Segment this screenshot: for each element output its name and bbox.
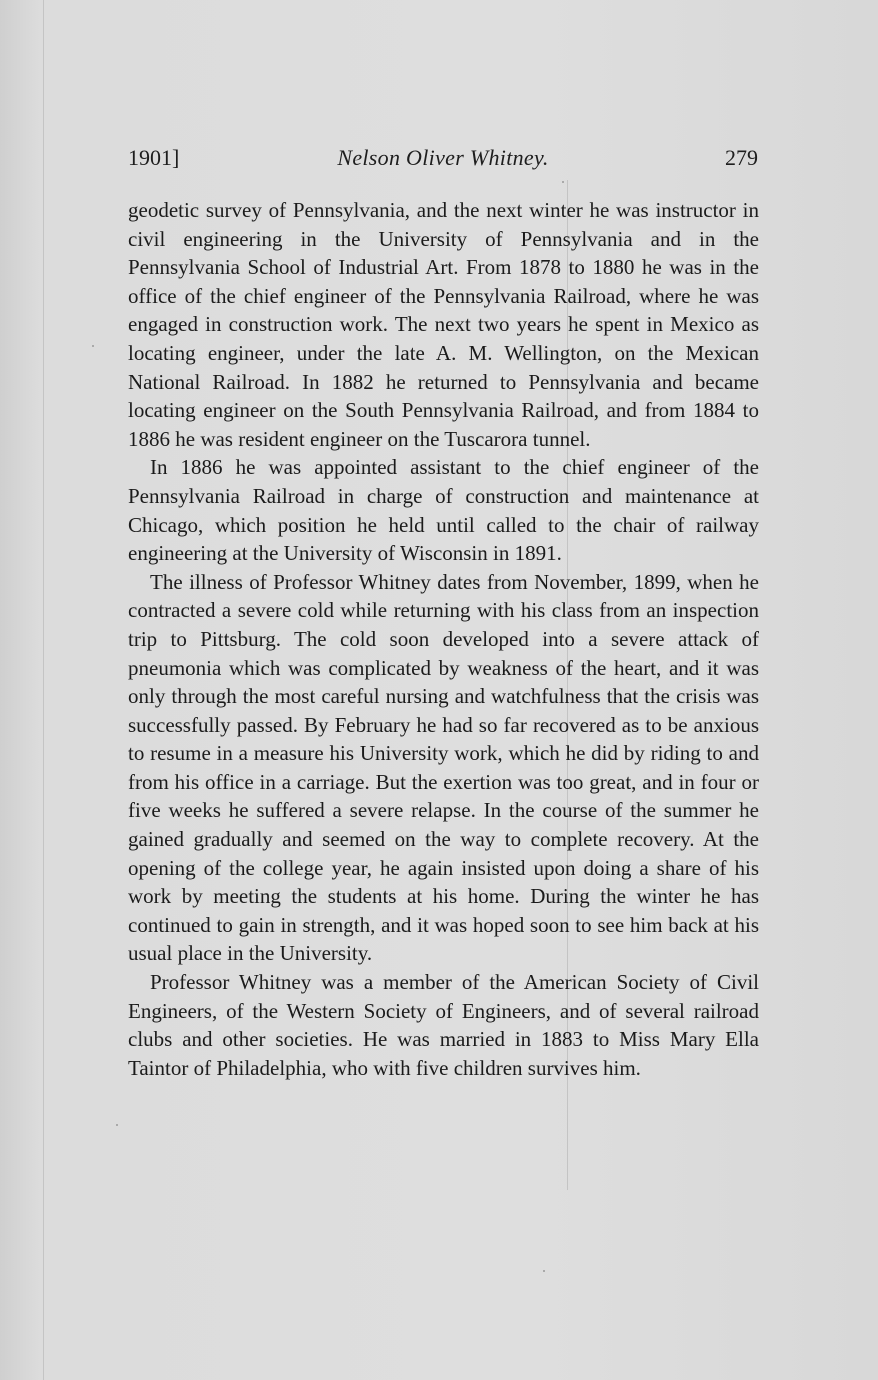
- running-header: [128, 145, 758, 179]
- paper-speck: [92, 345, 94, 347]
- paper-speck: [543, 1270, 545, 1272]
- paper-speck: [116, 1124, 118, 1126]
- binding-gutter: [43, 0, 44, 1380]
- paragraph: In 1886 he was appointed assistant to the chief engineer of the Pennsylvania Railroad in charge of construction and maintenance at Chicago, which position he held until called to the chair of railway engineering at the University of Wisconsin in 1891.: [128, 455, 759, 566]
- paragraph: The illness of Professor Whitney dates from November, 1899, when he contracted a severe cold while returning with his class from an inspection trip to Pittsburg. The cold soon developed into a severe attack of pneumonia which was complicated by weakness of the heart, and it was only through the most careful nursing and watchfulness that the crisis was successfully passed. By February he had so far recovered as to be anxious to resume in a measure his University work, which he did by riding to and from his office in a carriage. But the exertion was too great, and in four or five weeks he suffered a severe relapse. In the course of the summer he gained gradually and seemed on the way to complete recovery. At the opening of the college year, he again insisted upon doing a share of his work by meeting the students at his home. During the winter he has continued to gain in strength, and it was hoped soon to see him back at his usual place in the University.: [128, 569, 759, 966]
- page-number: 279: [725, 145, 758, 170]
- paragraph: Professor Whitney was a member of the American Society of Civil Engineers, of the Western Society of Engineers, and of several railroad clubs and other societies. He was married in 1883 to Miss Mary Ella Taintor of Philadelphia, who with five children survives him.: [128, 970, 759, 1080]
- header-year: 1901]: [128, 145, 180, 170]
- paragraph-continuation: geodetic survey of Pennsylvania, and the next winter he was instructor in civil engineering in the University of Pennsylvania and in the Pennsylvania School of Industrial Art. From 1878 to 1880 he was in the office of the chief engineer of the Pennsylvania Railroad, where he was engaged in construction work. The next two years he spent in Mexico as locating engineer, under the late A. M. Wellington, on the Mexican National Railroad. In 1882 he returned to Pennsylvania and became locating engineer on the South Pennsylvania Railroad, and from 1884 to 1886 he was resident engineer on the Tuscarora tunnel.: [128, 198, 759, 451]
- paper-speck: [562, 181, 564, 183]
- body-text: [128, 196, 759, 1082]
- header-title: Nelson Oliver Whitney.: [337, 145, 549, 170]
